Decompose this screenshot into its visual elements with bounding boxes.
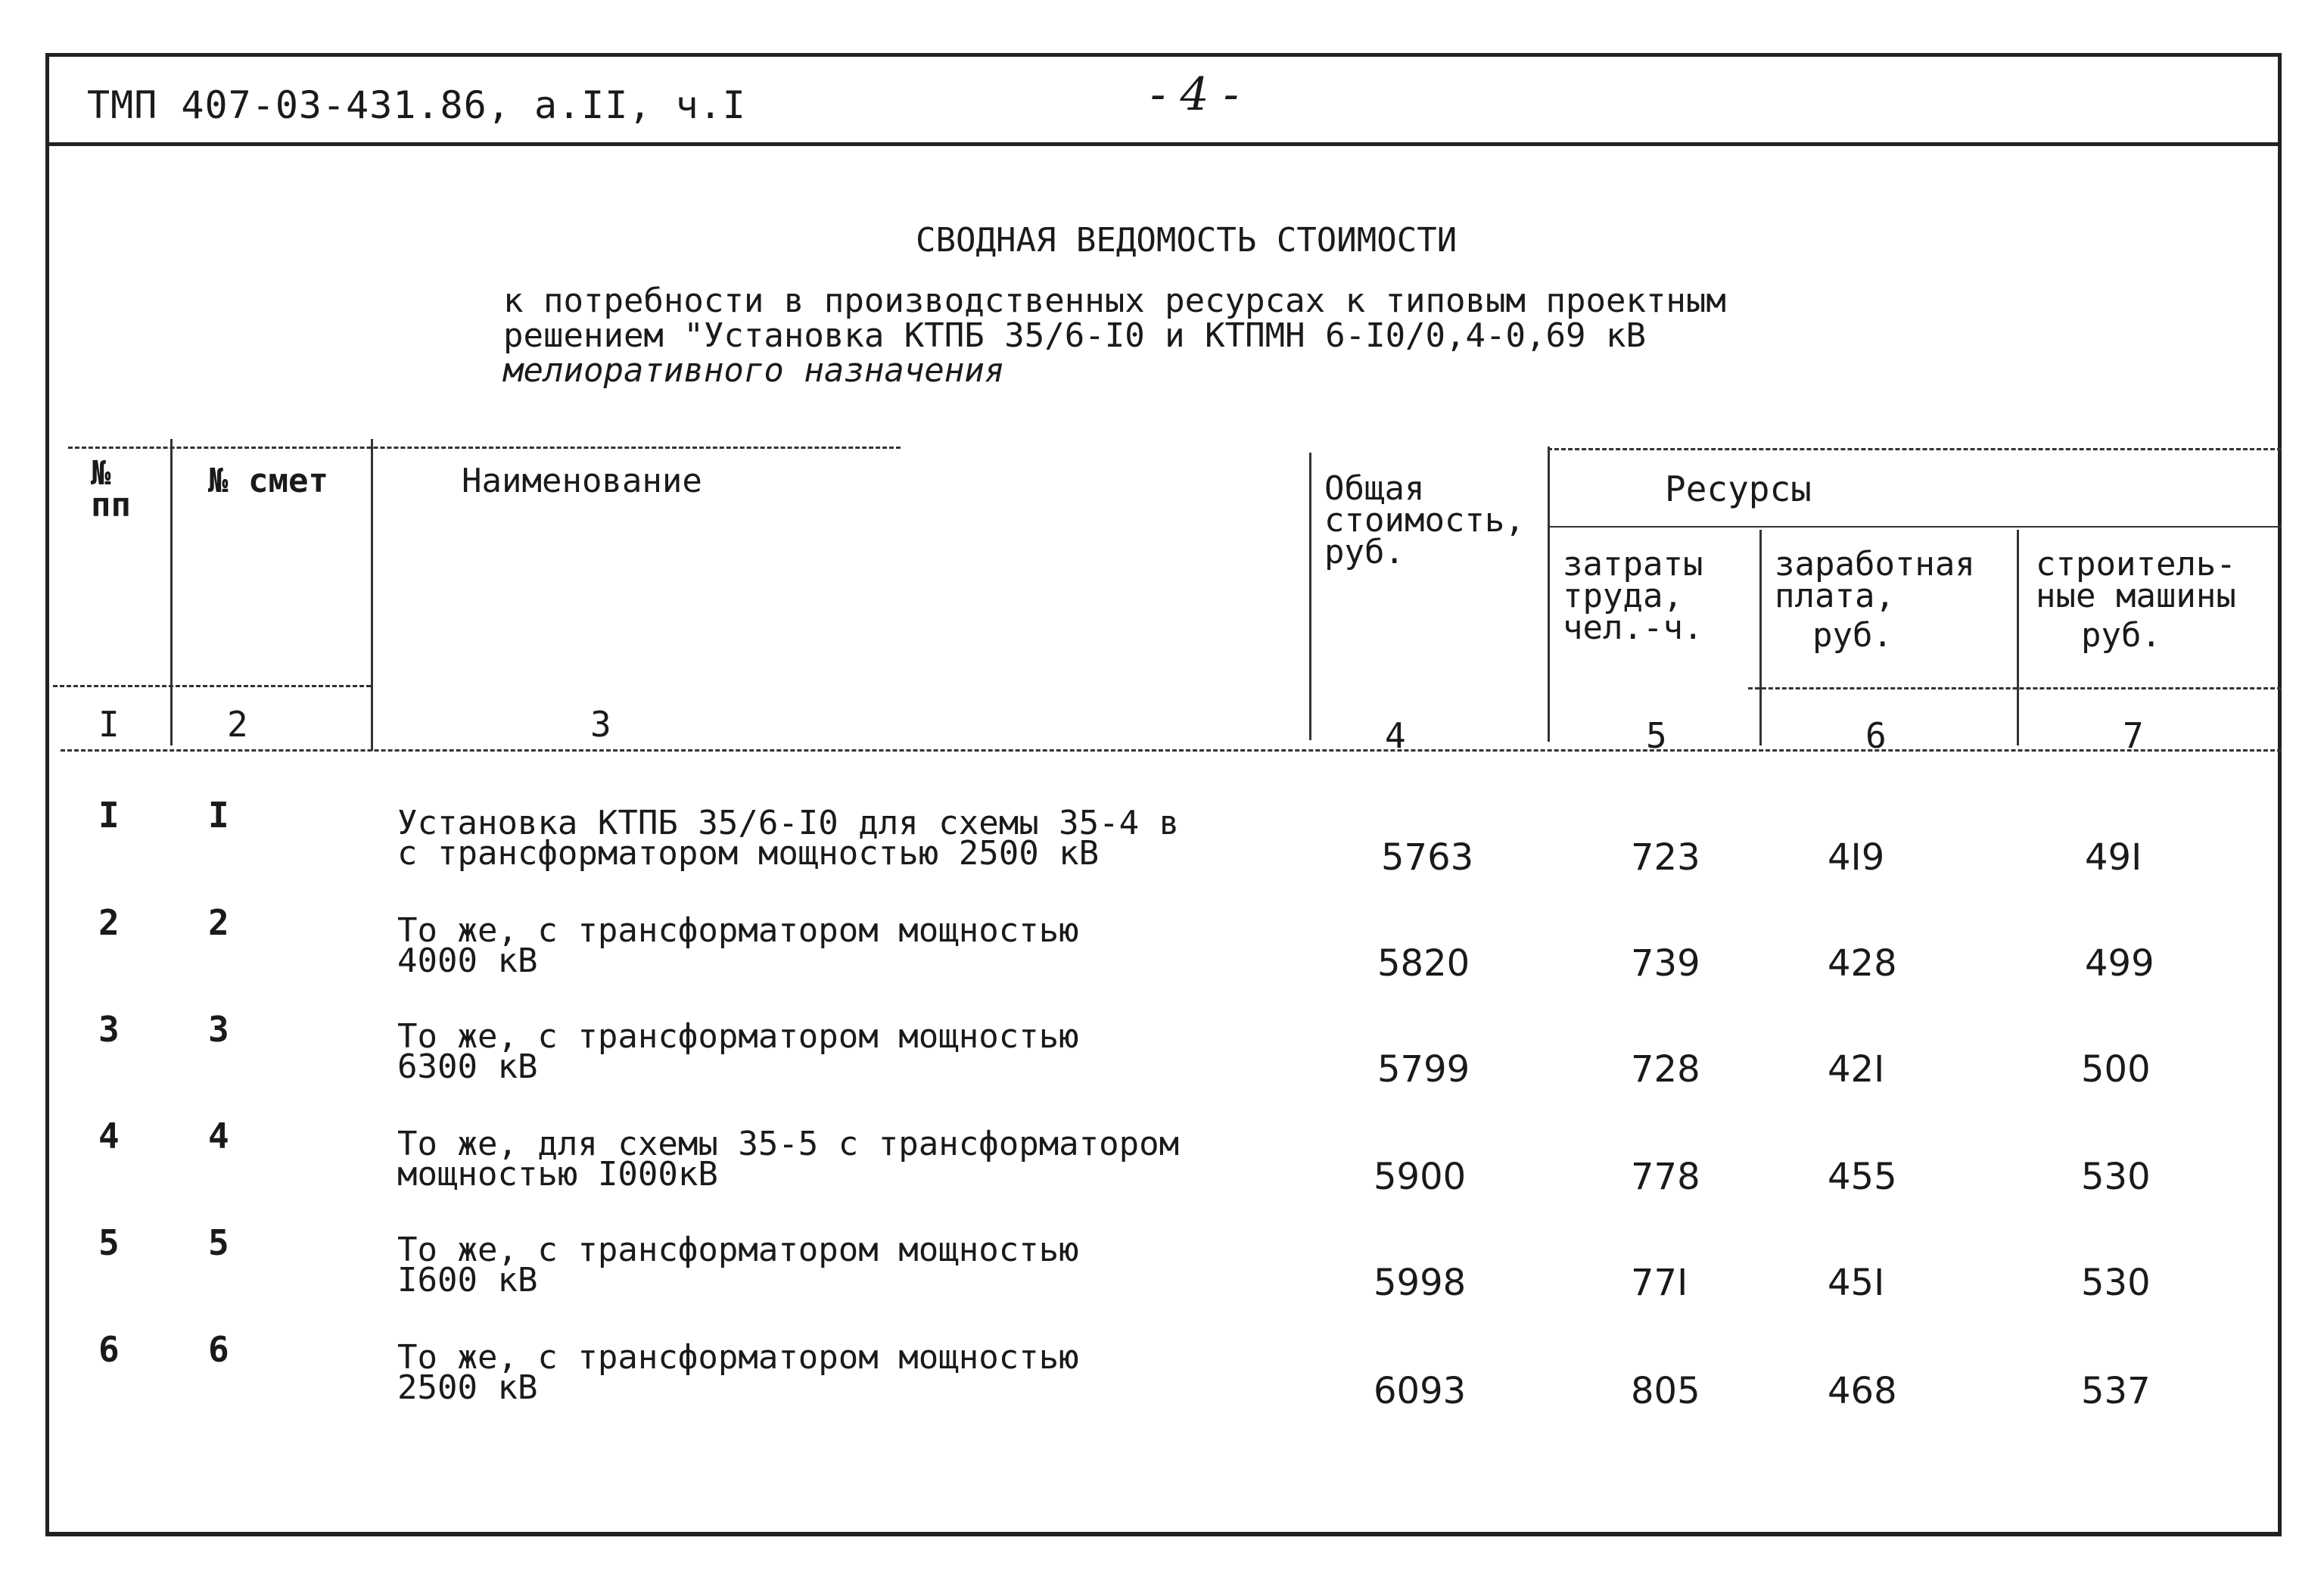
row-machines: 500 [2081,1048,2151,1091]
header-name: Наименование [462,462,702,500]
row-machines: 530 [2081,1262,2151,1304]
row-estimate: 2 [208,902,229,943]
row-total: 5799 [1377,1048,1470,1091]
row-wages: 455 [1828,1156,1897,1198]
row-number: 4 [98,1116,120,1156]
subtitle-line: к потребности в производственных ресурсах к типовым проектным [503,282,1726,320]
column-numbers-rule [61,749,2282,752]
row-number: 5 [98,1222,120,1263]
subtitle-line: мелиоративного назначения [503,351,1005,390]
subtitle-line: решением "Установка КТПБ 35/6-I0 и КТПМН 6-I0/0,4-0,69 кВ [503,316,1646,355]
row-name: То же, с трансформатором мощностью 6300 кВ [397,1017,1079,1086]
row-wages: 42I [1828,1048,1885,1091]
row-machines: 530 [2081,1156,2151,1198]
header-divider [45,142,2282,146]
row-total: 5998 [1374,1262,1467,1304]
row-wages: 45I [1828,1262,1885,1304]
header-no: № пп [91,454,131,524]
header-bottom-rule-right [1748,687,2282,689]
row-name: То же, с трансформатором мощностью 4000 кВ [397,911,1079,980]
col-divider-1 [170,439,173,745]
row-labor: 723 [1631,836,1700,879]
row-estimate: 6 [208,1329,229,1370]
col-divider-6 [2017,530,2019,745]
header-resources: Ресурсы [1665,468,1812,509]
row-number: I [98,795,120,836]
row-total: 5820 [1377,942,1470,985]
document-subtitle [503,284,1726,388]
row-total: 5900 [1374,1156,1467,1198]
column-number: I [98,704,120,745]
header-bottom-rule-left [53,685,371,687]
column-number: 2 [227,704,248,745]
row-number: 3 [98,1009,120,1050]
column-number: 5 [1646,715,1667,756]
page-frame [45,53,2282,1536]
col-divider-2 [371,439,373,751]
header-estimate-no: № смет [208,462,328,500]
row-total: 5763 [1381,836,1474,879]
row-wages: 468 [1828,1370,1897,1412]
table-top-rule-right [1548,448,2282,450]
document-title: СВОДНАЯ ВЕДОМОСТЬ СТОИМОСТИ [916,221,1458,260]
header-wages: заработная плата, руб. [1775,545,1975,655]
row-number: 6 [98,1329,120,1370]
col-divider-3 [1309,453,1311,740]
row-machines: 49I [2085,836,2142,879]
row-number: 2 [98,902,120,943]
row-estimate: 4 [208,1116,229,1156]
row-total: 6093 [1374,1370,1467,1412]
col-divider-4 [1548,447,1550,742]
row-name: Установка КТПБ 35/6-I0 для схемы 35-4 в с трансформатором мощностью 2500 кВ [397,804,1180,873]
row-wages: 428 [1828,942,1897,985]
resources-divider [1548,526,2282,528]
row-estimate: 5 [208,1222,229,1263]
row-estimate: 3 [208,1009,229,1050]
header-total-cost: Общая стоимость, руб. [1324,469,1525,571]
row-labor: 739 [1631,942,1700,985]
column-number: 4 [1385,715,1406,756]
page-number: - 4 - [1150,68,1239,121]
column-number: 7 [2123,715,2144,756]
row-labor: 778 [1631,1156,1700,1198]
document-stamp: ТМП 407-03-431.86, а.II, ч.I [87,83,746,127]
row-name: То же, для схемы 35-5 с трансформатором мощностью I000кВ [397,1125,1180,1194]
row-name: То же, с трансформатором мощностью I600 кВ [397,1231,1079,1300]
row-machines: 537 [2081,1370,2151,1412]
row-labor: 77I [1631,1262,1688,1304]
header-labor: затраты труда, чел.-ч. [1563,545,1703,647]
row-machines: 499 [2085,942,2154,985]
row-name: То же, с трансформатором мощностью 2500 кВ [397,1338,1079,1407]
row-wages: 4I9 [1828,836,1885,879]
row-labor: 728 [1631,1048,1700,1091]
table-top-rule [68,447,901,449]
column-number: 6 [1865,715,1887,756]
col-divider-5 [1759,530,1762,745]
header-machines: строитель- ные машины руб. [2036,545,2236,655]
row-labor: 805 [1631,1370,1700,1412]
column-number: 3 [590,704,611,745]
row-estimate: I [208,795,229,836]
